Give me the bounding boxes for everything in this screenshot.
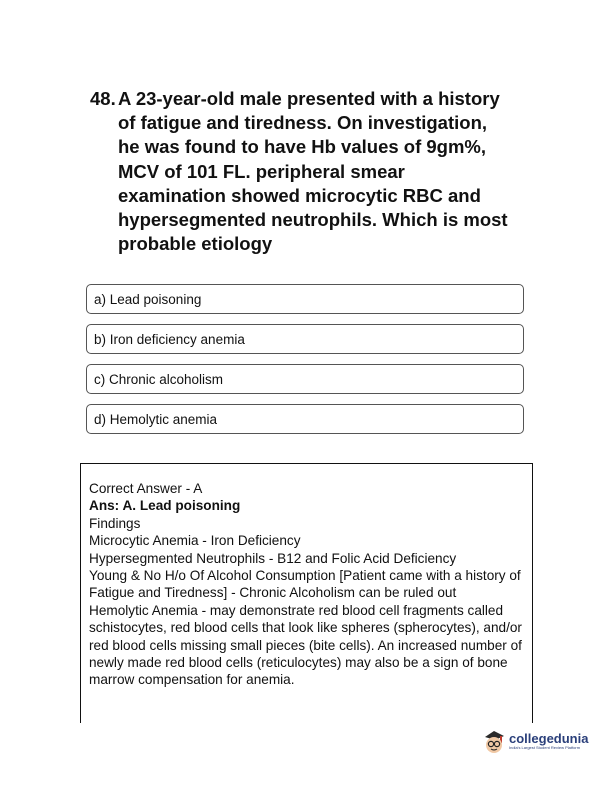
answer-heading: Ans: A. Lead poisoning	[89, 498, 241, 514]
logo-tagline: India's Largest Student Review Platform	[509, 745, 581, 750]
question	[90, 87, 510, 256]
answer-box	[80, 463, 533, 723]
option-c[interactable]	[86, 364, 524, 394]
question-text: A 23-year-old male presented with a history of fatigue and tiredness. On investigation, he was found to have Hb values of 9gm%, MCV of 101 FL. peripheral smear examination showed microcytic RBC and hypersegmented neutrophils. Which is most probable etiology	[118, 88, 508, 255]
correct-answer: Correct Answer - A	[89, 481, 203, 496]
explanation-line: Hypersegmented Neutrophils - B12 and Folic Acid Deficiency	[89, 550, 457, 566]
logo-name: collegedunia	[509, 731, 589, 746]
explanation-line: Findings	[89, 515, 141, 531]
option-a[interactable]	[86, 284, 524, 314]
explanation-line: Young & No H/o Of Alcohol Consumption [Patient came with a history of Fatigue and Tiredness] - Chronic Alcoholism can be ruled out	[89, 568, 521, 601]
option-d[interactable]	[86, 404, 524, 434]
collegedunia-logo	[482, 728, 588, 754]
explanation-line: Microcytic Anemia - Iron Deficiency	[89, 533, 301, 549]
mascot-icon	[482, 728, 506, 754]
option-label: d) Hemolytic anemia	[94, 412, 218, 427]
option-b[interactable]	[86, 324, 524, 354]
option-label: a) Lead poisoning	[94, 292, 202, 307]
option-label: c) Chronic alcoholism	[94, 372, 224, 387]
question-number: 48.	[90, 88, 116, 109]
explanation-line: Hemolytic Anemia - may demonstrate red blood cell fragments called schistocytes, red blood cells that look like spheres (spherocytes), and/or red blood cells missing small pieces (bite cells). An increased number of newly made red blood cells (reticulocytes) may also be a sign of bone marrow compensation for anemia.	[89, 602, 522, 688]
option-label: b) Iron deficiency anemia	[94, 332, 245, 347]
